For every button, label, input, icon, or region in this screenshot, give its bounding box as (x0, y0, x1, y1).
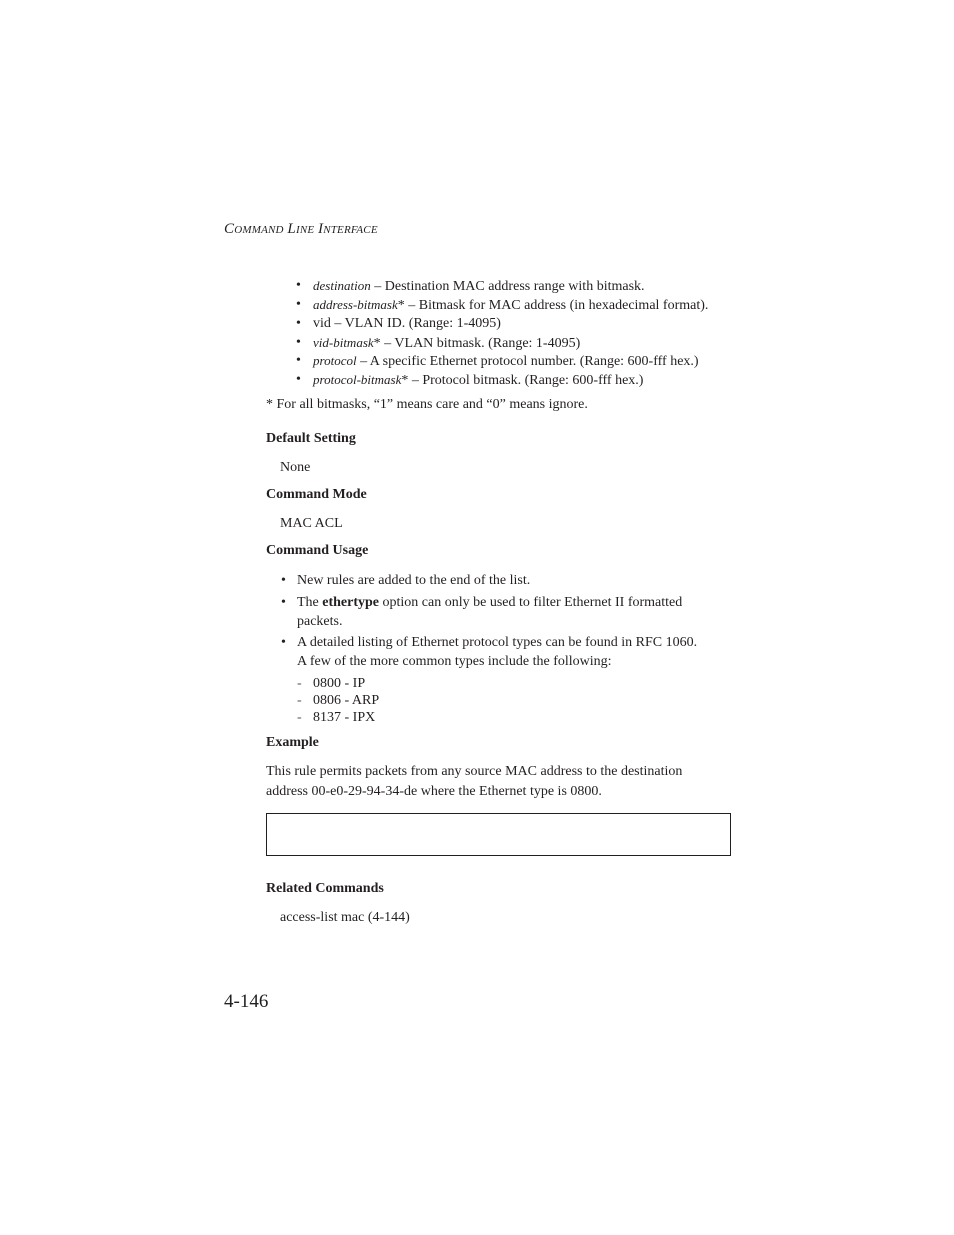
command-mode-value: MAC ACL (280, 516, 343, 531)
example-heading: Example (266, 735, 319, 750)
default-setting-value: None (280, 460, 311, 475)
bitmask-note: * For all bitmasks, “1” means care and “0” means ignore. (266, 397, 588, 412)
command-mode-heading: Command Mode (266, 487, 367, 502)
default-setting-heading: Default Setting (266, 431, 356, 446)
example-code-box (266, 813, 731, 856)
running-header: COMMAND LINE INTERFACE (224, 221, 378, 237)
command-usage-heading: Command Usage (266, 543, 369, 558)
example-text-line2: address 00-e0-29-94-34-de where the Ethernet type is 0800. (266, 784, 602, 799)
example-text-line1: This rule permits packets from any source MAC address to the destination (266, 764, 683, 779)
related-commands-value: access-list mac (4-144) (280, 910, 410, 925)
page-number: 4-146 (224, 991, 269, 1012)
related-commands-heading: Related Commands (266, 881, 384, 896)
